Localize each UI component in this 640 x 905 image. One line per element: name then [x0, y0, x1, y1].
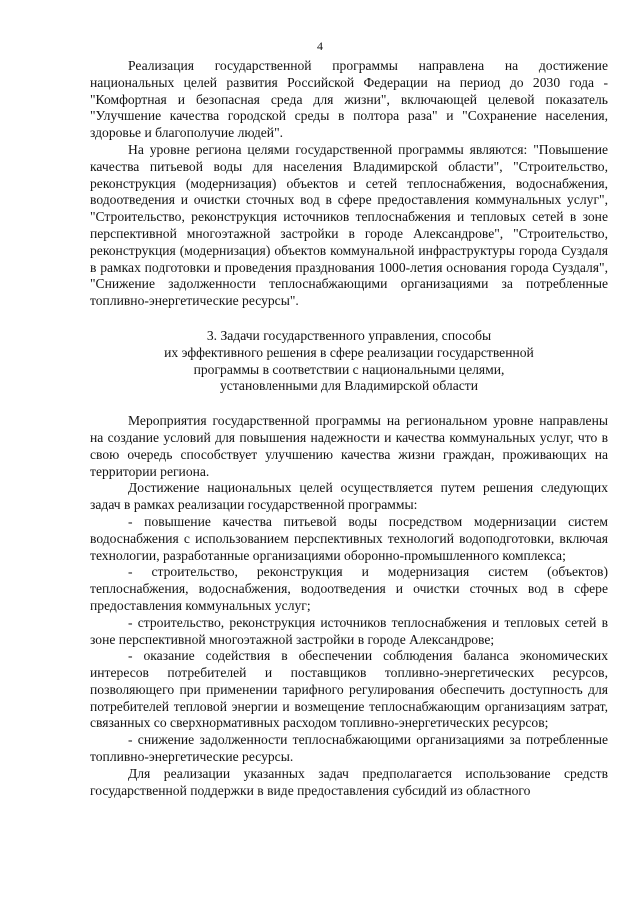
paragraph-intro-2: На уровне региона целями государственной программы являются: "Повышение качества питьевой воды для населения Владимирской области", "Строительство, реконструкция (модернизация) объектов и сетей теплоснабжения, водоснабжения, водоотведения и очистки сточных вод в сфере предоставления коммунальных услуг", "Строительство, реконструкция источников теплоснабжения и тепловых сетей в зоне перспективной многоэтажной застройки в городе Александрове", "Строительство, реконструкция (модернизация) объектов коммунальной инфраструктуры города Суздаля в рамках подготовки и проведения празднования 1000-летия основания города Суздаля", "Снижение задолженности теплоснабжающими организациями за потребленные топливно-энергетические ресурсы". — [90, 141, 608, 309]
list-item-construction: - строительство, реконструкция и модернизация систем (объектов) теплоснабжения, водоснабжения, водоотведения и очистки сточных вод в сфере предоставления коммунальных услуг; — [90, 564, 608, 613]
page-number: 4 — [317, 39, 323, 53]
paragraph-measures: Мероприятия государственной программы на региональном уровне направлены на создание условий для повышения надежности и качества коммунальных услуг, что в свою очередь способствует улучшению качества жизни граждан, проживающих на территории региона. — [90, 413, 608, 479]
list-item-water-quality: - повышение качества питьевой воды посредством модернизации систем водоснабжения с использованием перспективных технологий водоподготовки, включая технологии, разработанные организациями оборонно-промышленного комплекса; — [90, 513, 608, 563]
section-heading-line-1: 3. Задачи государственного управления, способы — [206, 327, 492, 343]
paragraph-tasks-intro: Достижение национальных целей осуществляется путем решения следующих задач в рамках реализации государственной программы: — [90, 480, 608, 513]
document-body — [90, 58, 608, 799]
section-heading-line-3: программы в соответствии с национальными целями, — [193, 361, 505, 377]
paragraph-intro-1: Реализация государственной программы направлена на достижение национальных целей развития Российской Федерации на период до 2030 года - "Комфортная и безопасная среда для жизни", включающей целевой показатель "Улучшение качества городской среды в полтора раза" и "Сохранение населения, здоровье и благополучие людей". — [90, 58, 608, 141]
list-item-aleksandrov: - строительство, реконструкция источников теплоснабжения и тепловых сетей в зоне перспективной многоэтажной застройки в городе Александрове; — [90, 614, 608, 647]
paragraph-subsidies: Для реализации указанных задач предполагается использование средств государственной поддержки в виде предоставления субсидий из областного — [90, 765, 608, 798]
section-heading-line-2: их эффективного решения в сфере реализации государственной — [164, 344, 534, 360]
section-heading — [90, 328, 608, 395]
list-item-debt: - снижение задолженности теплоснабжающими организациями за потребленные топливно-энергетические ресурсы. — [90, 732, 608, 765]
list-item-balance: - оказание содействия в обеспечении соблюдения баланса экономических интересов потребителей и поставщиков топливно-энергетических ресурсов, позволяющего при применении тарифного регулирования обеспечить доступность для потребителей тепловой энергии и возмещение теплоснабжающим организациям затрат, связанных со сверхнормативных расходом топливно-энергетических ресурсов; — [90, 648, 608, 731]
section-heading-line-4: установленными для Владимирской области — [219, 378, 478, 394]
